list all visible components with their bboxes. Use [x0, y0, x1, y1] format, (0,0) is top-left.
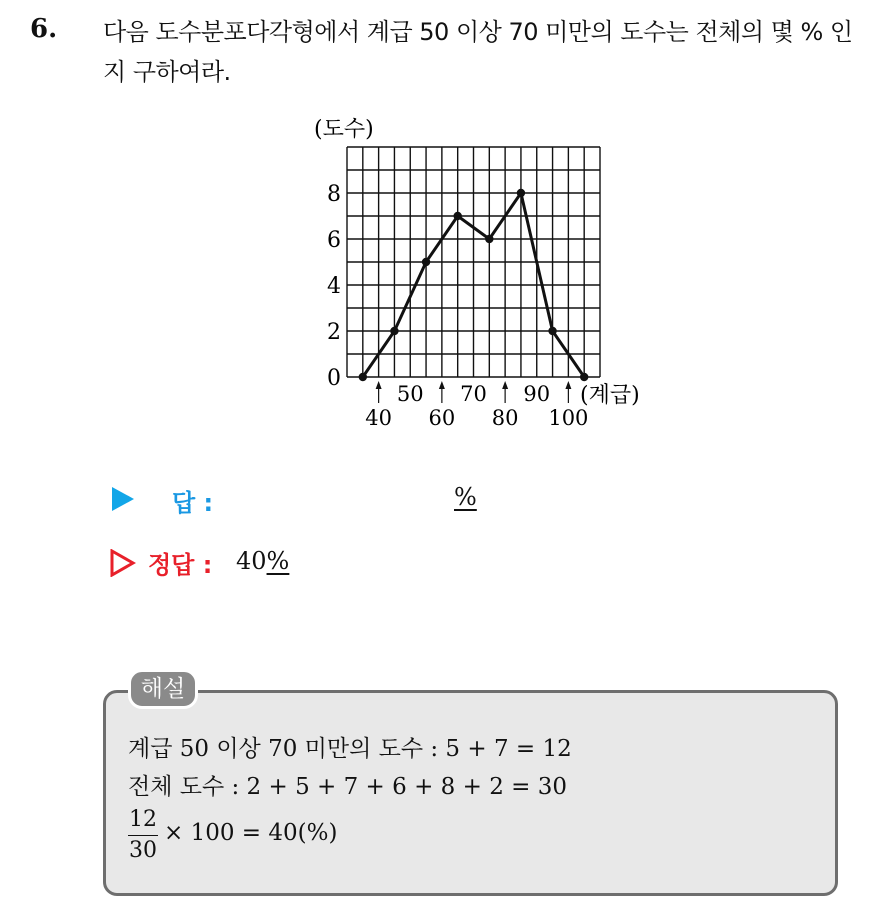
- data-point: [580, 373, 588, 381]
- fraction-denominator: 30: [129, 838, 157, 863]
- x-tick-label-bottom: 40: [365, 406, 392, 430]
- answer-label: 답 :: [172, 489, 214, 517]
- answer-row: [108, 481, 528, 517]
- data-point: [453, 212, 461, 220]
- chart-x-axis-label: (계급): [580, 383, 640, 408]
- frequency-polygon-chart: [300, 110, 680, 440]
- answer-unit: %: [454, 483, 477, 511]
- data-point: [485, 235, 493, 243]
- explanation-tab: 해설: [128, 669, 198, 709]
- play-icon: [112, 487, 134, 511]
- x-tick-arrowhead: [565, 381, 571, 389]
- explanation-fraction: [128, 806, 158, 865]
- data-point: [390, 327, 398, 335]
- play-outline-icon: [110, 549, 136, 577]
- x-tick-label-top: 70: [460, 382, 487, 406]
- correct-answer-number: 40: [236, 547, 267, 575]
- correct-answer-unit: %: [266, 547, 290, 575]
- explanation-line-3: × 100 = 40(%): [164, 820, 338, 846]
- explanation-line-2: 전체 도수 : 2 + 5 + 7 + 6 + 8 + 2 = 30: [128, 774, 567, 800]
- x-tick-label-top: 50: [396, 382, 424, 406]
- explanation-line-1: 계급 50 이상 70 미만의 도수 : 5 + 7 = 12: [128, 736, 572, 762]
- x-tick-label-bottom: 100: [548, 406, 589, 430]
- x-tick-label-bottom: 80: [491, 406, 519, 430]
- x-tick-arrowhead: [439, 381, 445, 389]
- correct-answer-value: [236, 547, 289, 575]
- question-text: 다음 도수분포다각형에서 계급 50 이상 70 미만의 도수는 전체의 몇 % 인지 구하여라.: [103, 18, 853, 86]
- fraction-numerator: 12: [129, 807, 157, 832]
- x-tick-label-bottom: 60: [428, 406, 456, 430]
- y-tick-label: 0: [327, 366, 341, 391]
- x-tick-arrowhead: [376, 381, 382, 389]
- y-tick-label: 8: [327, 182, 341, 207]
- x-tick-arrowhead: [502, 381, 508, 389]
- data-point: [359, 373, 367, 381]
- correct-answer-label: 정답 :: [148, 551, 213, 579]
- data-point: [517, 189, 525, 197]
- fraction-bar: [128, 835, 158, 836]
- x-tick-label-top: 90: [523, 382, 551, 406]
- chart-y-axis-label: (도수): [314, 117, 374, 142]
- y-tick-label: 6: [327, 228, 341, 253]
- y-tick-label: 4: [327, 274, 341, 299]
- data-point: [422, 258, 430, 266]
- correct-answer-row: [108, 545, 408, 581]
- y-tick-label: 2: [327, 320, 341, 345]
- data-point: [548, 327, 556, 335]
- question-number: 6.: [30, 14, 58, 44]
